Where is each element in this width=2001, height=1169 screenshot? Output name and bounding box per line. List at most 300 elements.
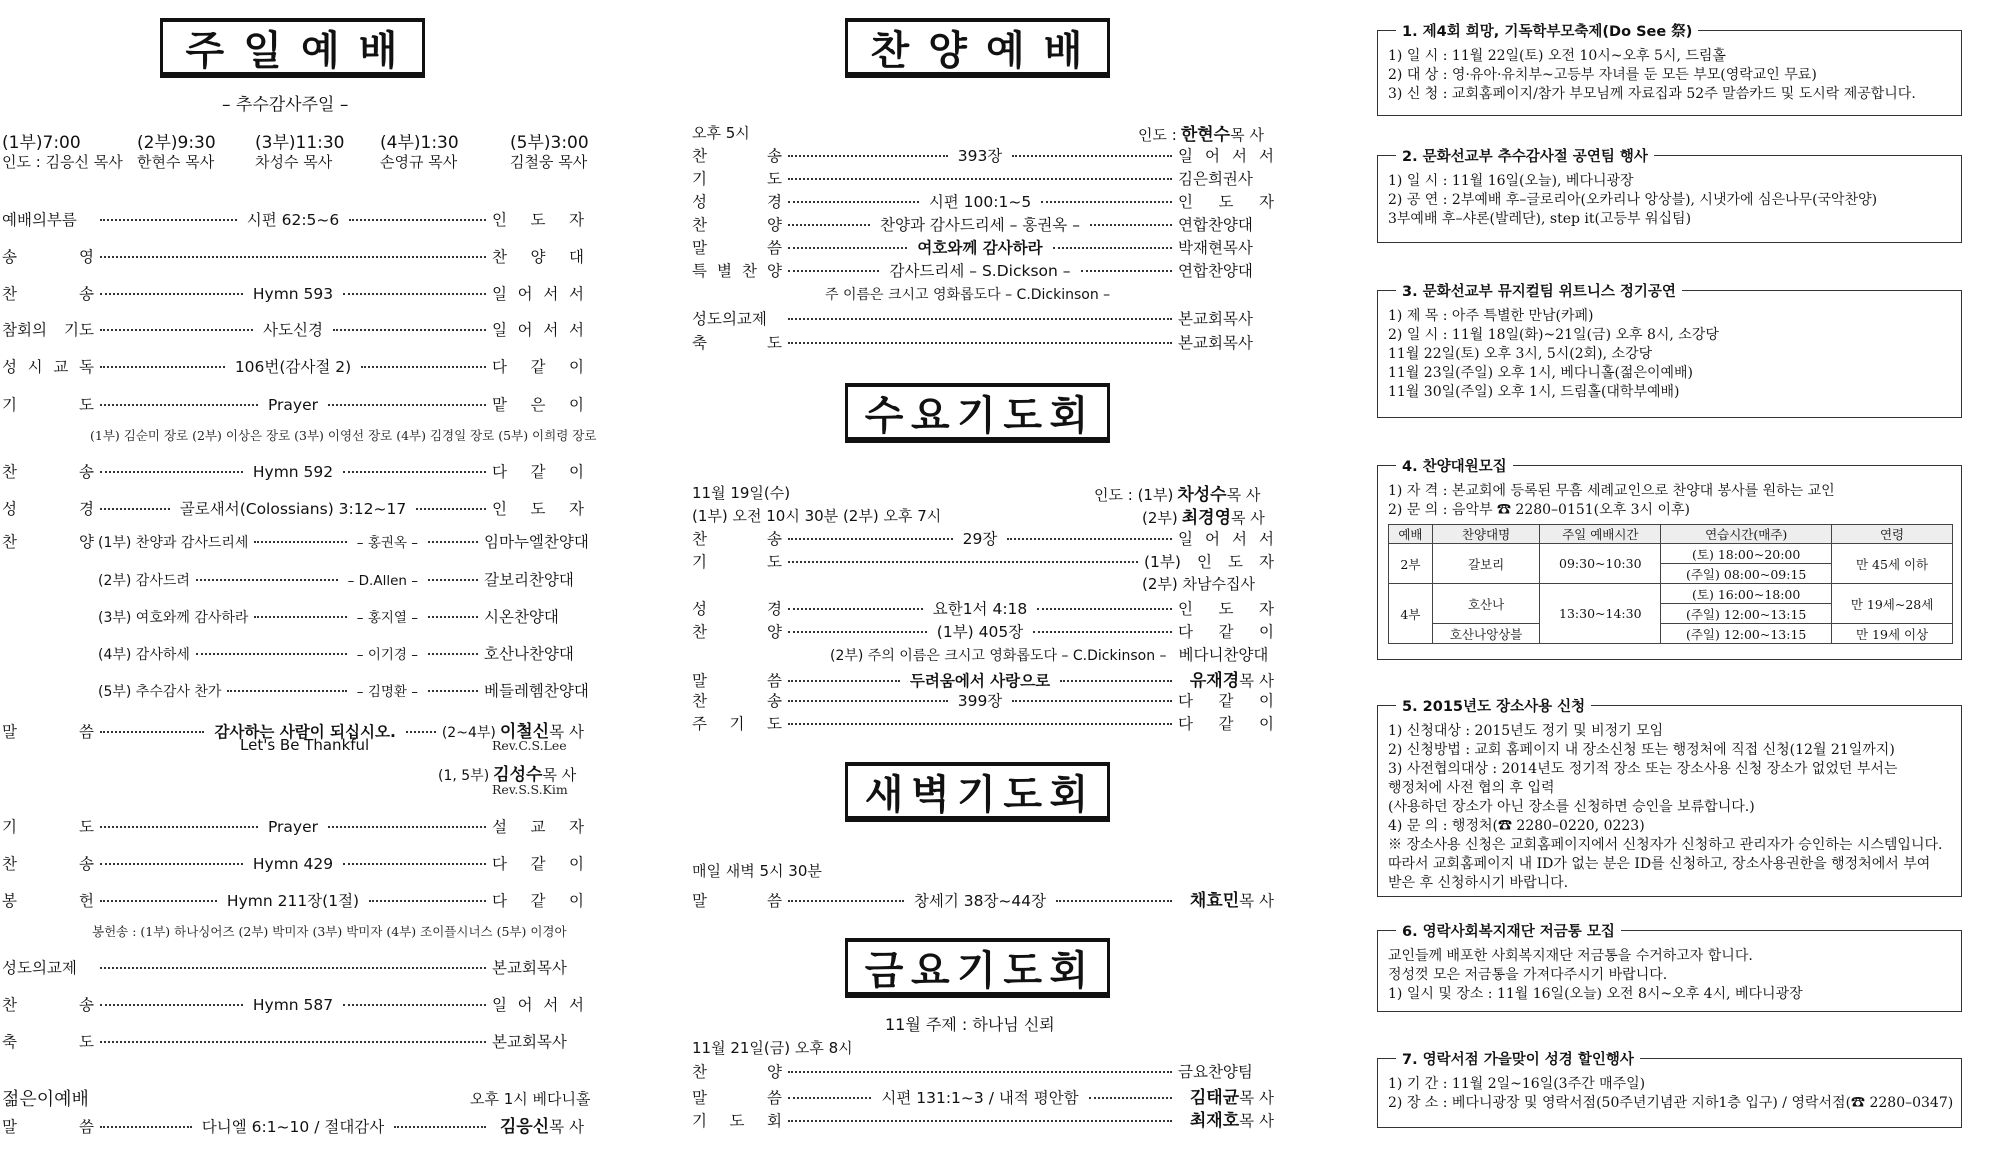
notice-line: 11월 30일(주일) 오후 1시, 드림홀(대학부예배) bbox=[1388, 384, 1680, 400]
table-header: 연습시간(매주) bbox=[1661, 525, 1832, 544]
table-cell: 만 19세~28세 bbox=[1832, 584, 1953, 624]
anthem-title: (1부) 찬양과 감사드리세 bbox=[98, 535, 249, 551]
leader-dots bbox=[100, 1004, 243, 1006]
notice-line: 3) 신 청 : 교회홈페이지/참가 부모님께 자료집과 52주 말씀카드 및 도시락 제공합니다. bbox=[1388, 86, 1916, 102]
leader-dots bbox=[788, 538, 953, 540]
order-label: 성 경 bbox=[692, 193, 782, 211]
table-cell: 13:30~14:30 bbox=[1540, 584, 1661, 644]
anthem-row bbox=[98, 530, 589, 552]
friday-prayer-title bbox=[845, 938, 1110, 998]
order-row bbox=[2, 318, 584, 340]
leader-dots bbox=[100, 508, 170, 510]
order-responsible: 인 도 자 bbox=[492, 500, 585, 518]
leader-dots bbox=[100, 219, 237, 221]
order-responsible: (1부) 인 도 자 bbox=[1144, 553, 1274, 571]
notice-line: 2) 신청방법 : 교회 홈페이지 내 장소신청 또는 행정처에 직접 신청(12월 21일까지) bbox=[1388, 742, 1895, 758]
order-label: 성도의교제 bbox=[2, 959, 77, 977]
preacher-role: 목 사 bbox=[549, 723, 584, 741]
leader-dots bbox=[788, 270, 879, 272]
notice-line: 3) 사전협의대상 : 2014년도 정기적 장소 또는 장소사용 신청 장소가 없었던 부서는 bbox=[1388, 761, 1898, 777]
title-char: 회 bbox=[1049, 392, 1091, 439]
table-cell: 만 19세 이상 bbox=[1832, 624, 1953, 644]
order-row bbox=[692, 167, 1274, 189]
notice-box bbox=[1377, 924, 1962, 1012]
leader-dots bbox=[100, 863, 243, 865]
anthem-choir: 베다니찬양대 bbox=[1178, 646, 1269, 664]
title-char: 기 bbox=[957, 771, 998, 818]
preacher-english-name: Rev.C.S.Lee bbox=[492, 738, 567, 753]
order-responsible: 일 어 서 서 bbox=[1178, 530, 1275, 548]
person-name: 김태균 bbox=[1189, 1088, 1240, 1108]
notice-line: 행정처에 사전 협의 후 입력 bbox=[1388, 780, 1555, 796]
notice-line: (사용하던 장소가 아닌 장소를 신청하면 승인을 보류합니다.) bbox=[1388, 799, 1755, 815]
leader-dots bbox=[788, 561, 1138, 563]
order-responsible: 다 같 이 bbox=[492, 463, 585, 481]
table-header: 예배 bbox=[1389, 525, 1433, 544]
table-row bbox=[1389, 544, 1953, 564]
youth-worship-time: 오후 1시 베다니홀 bbox=[470, 1090, 591, 1108]
notice-line: 11월 23일(주일) 오후 1시, 베다니홀(젊은이예배) bbox=[1388, 365, 1694, 381]
leader-dots bbox=[1007, 538, 1172, 540]
order-row bbox=[692, 886, 1274, 911]
leader-dots bbox=[1089, 1097, 1172, 1099]
notice-box bbox=[1377, 24, 1962, 116]
service-leader: 손영규 목사 bbox=[380, 153, 458, 171]
order-responsible: 설 교 자 bbox=[492, 818, 584, 836]
notice-box bbox=[1377, 1052, 1962, 1128]
preacher-name: 김성수 bbox=[493, 765, 543, 785]
notice-line: 1) 신청대상 : 2015년도 정기 및 비정기 모임 bbox=[1388, 723, 1664, 739]
title-char: 배 bbox=[1043, 27, 1085, 74]
order-responsible: 연합찬양대 bbox=[1178, 216, 1253, 234]
table-cell: 09:30~10:30 bbox=[1540, 544, 1661, 584]
table-cell: (주일) 12:00~13:15 bbox=[1661, 604, 1832, 624]
title-char: 도 bbox=[1003, 947, 1044, 994]
order-responsible: 본교회목사 bbox=[492, 959, 567, 977]
offering-note: 봉헌송 : (1부) 하나싱어즈 (2부) 박미자 (3부) 박미자 (4부) 조이플시너스 (5부) 이경아 bbox=[92, 924, 567, 939]
order-label: 축 도 bbox=[2, 1033, 94, 1051]
leader-dots bbox=[100, 404, 258, 406]
title-char: 예 bbox=[986, 27, 1027, 74]
notice-title: 6. 영락사회복지재단 저금통 모집 bbox=[1396, 920, 1621, 941]
person-role: 목 사 bbox=[1239, 672, 1274, 690]
person-name: 최재호 bbox=[1189, 1111, 1240, 1131]
leader-dots bbox=[100, 967, 486, 969]
order-content: 시편 100:1~5 bbox=[928, 193, 1032, 211]
notice-line: 받은 후 신청하시기 바랍니다. bbox=[1388, 875, 1569, 891]
leader-dots bbox=[788, 723, 1172, 725]
order-row bbox=[2, 460, 584, 482]
order-content: 창세기 38장~44장 bbox=[913, 892, 1047, 910]
order-row bbox=[2, 815, 584, 837]
order-content: 106번(감사절 2) bbox=[234, 358, 352, 376]
order-row bbox=[692, 307, 1274, 329]
title-char: 요 bbox=[910, 392, 952, 439]
order-person bbox=[1178, 1106, 1274, 1131]
order-responsible: 본교회목사 bbox=[1178, 310, 1253, 328]
order-row bbox=[2, 355, 584, 377]
friday-time: 11월 21일(금) 오후 8시 bbox=[692, 1039, 853, 1057]
wednesday-prayer-title bbox=[845, 383, 1110, 443]
title-char: 기 bbox=[957, 392, 998, 439]
preacher-english-name: Rev.S.S.Kim bbox=[492, 782, 568, 797]
leader-dots bbox=[100, 293, 243, 295]
notice-line: 2) 문 의 : 음악부 ☎ 2280–0151(오후 3시 이후) bbox=[1388, 502, 1691, 518]
notice-line: 1) 일 시 : 11월 16일(오늘), 베다니광장 bbox=[1388, 173, 1634, 189]
leader-dots bbox=[394, 1126, 486, 1128]
anthem-row bbox=[98, 568, 584, 590]
notice-box bbox=[1377, 284, 1962, 418]
leader-dots bbox=[196, 653, 347, 655]
order-row bbox=[2, 852, 584, 874]
title-char: 회 bbox=[1049, 947, 1091, 994]
order-content: Prayer bbox=[267, 818, 319, 836]
order-content: 여호와께 감사하라 bbox=[917, 239, 1043, 257]
service-leader: 인도 : 김응신 목사 bbox=[2, 153, 123, 171]
leader-prefix: (2부) bbox=[1142, 509, 1178, 527]
wednesday-anthem-2 bbox=[830, 643, 1274, 665]
table-row bbox=[1389, 624, 1953, 644]
leader-dots bbox=[328, 404, 486, 406]
order-row bbox=[692, 666, 1274, 691]
service-time: (3부)11:30 bbox=[255, 133, 345, 153]
anthem-composer: – 홍지열 – bbox=[356, 610, 418, 626]
order-label: 성 경 bbox=[2, 500, 94, 518]
order-label: 말 씀 bbox=[692, 1089, 782, 1107]
table-header: 찬양대명 bbox=[1432, 525, 1540, 544]
anthem-row bbox=[98, 679, 589, 701]
order-content: 시편 62:5~6 bbox=[246, 211, 340, 229]
order-content: 시편 131:1~3 / 내적 평안함 bbox=[881, 1089, 1079, 1107]
person-name: 유재경 bbox=[1189, 671, 1240, 691]
notice-title: 3. 문화선교부 뮤지컬팀 위트니스 정기공연 bbox=[1396, 280, 1682, 301]
leader-dots bbox=[343, 863, 486, 865]
sermon-title: 감사하는 사람이 되십시오. bbox=[214, 723, 396, 741]
leader-dots bbox=[227, 690, 346, 692]
preacher-name: 이철신 bbox=[499, 722, 550, 742]
notice-line: ※ 장소사용 신청은 교회홈페이지에서 신청자가 신청하고 관리자가 승인하는 시스템입니다. bbox=[1388, 837, 1943, 853]
notice-line: 1) 일 시 : 11월 22일(토) 오전 10시~오후 5시, 드림홀 bbox=[1388, 48, 1726, 64]
table-cell: 만 45세 이하 bbox=[1832, 544, 1953, 584]
anthem-title: (2부) 감사드려 bbox=[98, 573, 190, 589]
notice-title: 1. 제4회 희망, 기독학부모축제(Do See 祭) bbox=[1396, 20, 1698, 41]
order-label: 예배의부름 bbox=[2, 211, 77, 229]
leader-dots bbox=[406, 731, 436, 733]
notice-title: 5. 2015년도 장소사용 신청 bbox=[1396, 695, 1591, 716]
table-header-row bbox=[1389, 525, 1953, 544]
notice-line: 1) 일시 및 장소 : 11월 16일(오늘) 오전 8시~오후 4시, 베다니광장 bbox=[1388, 986, 1803, 1002]
order-content: 두려움에서 사랑으로 bbox=[909, 672, 1051, 690]
person-role: 목 사 bbox=[1239, 892, 1275, 910]
order-responsible: 연합찬양대 bbox=[1178, 262, 1253, 280]
choir-schedule-table bbox=[1388, 524, 1953, 644]
notice-box bbox=[1377, 149, 1962, 243]
order-responsible: 본교회목사 bbox=[492, 1033, 567, 1051]
leader-dots bbox=[428, 541, 478, 543]
notice-title: 7. 영락서점 가을맞이 성경 할인행사 bbox=[1396, 1048, 1640, 1069]
anthem-choir: 갈보리찬양대 bbox=[484, 571, 574, 589]
order-responsible: 다 같 이 bbox=[492, 358, 584, 376]
leader-dots bbox=[788, 224, 870, 226]
order-responsible: 다 같 이 bbox=[1178, 623, 1275, 641]
sermon-part: (2~4부) bbox=[441, 725, 496, 741]
order-row bbox=[692, 331, 1274, 353]
title-char: 금 bbox=[864, 947, 906, 994]
leader-dots bbox=[343, 471, 486, 473]
person-role: 목 사 bbox=[1239, 1089, 1275, 1107]
order-label: 찬 양 bbox=[692, 216, 782, 234]
leader-dots bbox=[1041, 201, 1172, 203]
leader-dots bbox=[1033, 631, 1172, 633]
order-label: 송 영 bbox=[2, 248, 94, 266]
leader-name: 최경영 bbox=[1181, 508, 1232, 528]
order-row bbox=[692, 144, 1274, 166]
leader-dots bbox=[254, 541, 346, 543]
order-row bbox=[2, 393, 584, 415]
leader-dots bbox=[1081, 270, 1172, 272]
leader-prefix: 인도 : bbox=[1138, 126, 1177, 144]
service-leader: 김철웅 목사 bbox=[510, 153, 588, 171]
title-char: 기 bbox=[957, 947, 998, 994]
notice-box bbox=[1377, 699, 1962, 897]
anthem-title: (3부) 여호와께 감사하라 bbox=[98, 610, 249, 626]
table-cell: 호산나 bbox=[1432, 584, 1540, 624]
order-label: 찬 송 bbox=[692, 692, 782, 710]
order-label: 기 도 bbox=[2, 818, 94, 836]
order-row bbox=[692, 1106, 1274, 1131]
leader-dots bbox=[343, 1004, 486, 1006]
service-leader: 한현수 목사 bbox=[137, 153, 215, 171]
anthem-choir: 임마누엘찬양대 bbox=[484, 533, 589, 551]
anthem-choir: 베들레헴찬양대 bbox=[484, 682, 589, 700]
order-label: 찬 송 bbox=[2, 855, 94, 873]
order-label: 축 도 bbox=[692, 334, 782, 352]
notice-line: 교인들께 배포한 사회복지재단 저금통을 수거하고자 합니다. bbox=[1388, 948, 1753, 964]
anthem-row bbox=[98, 642, 584, 664]
service-time: (5부)3:00 bbox=[510, 133, 589, 153]
leader-dots bbox=[428, 579, 478, 581]
leader-dots bbox=[788, 155, 948, 157]
sunday-worship-title bbox=[160, 18, 425, 78]
order-content: Hymn 429 bbox=[252, 855, 334, 873]
leader-dots bbox=[416, 508, 486, 510]
table-header: 주일 예배시간 bbox=[1540, 525, 1661, 544]
order-responsible: 인 도 자 bbox=[1178, 600, 1275, 618]
order-content: 다니엘 6:1~10 / 절대감사 bbox=[201, 1118, 385, 1136]
service-time: (1부)7:00 bbox=[2, 133, 81, 153]
leader-dots bbox=[349, 219, 486, 221]
leader-dots bbox=[788, 1097, 871, 1099]
praise-worship-title bbox=[845, 18, 1110, 78]
table-cell: 4부 bbox=[1389, 584, 1433, 644]
order-content: 사도신경 bbox=[263, 321, 323, 339]
order-content: 29장 bbox=[962, 530, 998, 548]
leader-dots bbox=[328, 826, 486, 828]
person-role: 목 사 bbox=[549, 1118, 585, 1136]
order-row bbox=[692, 527, 1274, 549]
order-content: Hymn 587 bbox=[252, 996, 334, 1014]
order-row bbox=[692, 712, 1274, 734]
service-time: (2부)9:30 bbox=[137, 133, 216, 153]
leader-dots bbox=[788, 201, 919, 203]
wednesday-leader-1 bbox=[1094, 480, 1260, 505]
leader-role: 목 사 bbox=[1226, 486, 1261, 504]
leader-dots bbox=[428, 653, 478, 655]
order-label: 찬 양 bbox=[692, 623, 782, 641]
title-char: 찬 bbox=[870, 27, 912, 74]
anthem-title: (4부) 감사하세 bbox=[98, 647, 190, 663]
leader-dots bbox=[788, 318, 1172, 320]
order-label: 말 씀 bbox=[692, 239, 782, 257]
order-row bbox=[2, 956, 584, 978]
order-content: (1부) 405장 bbox=[936, 623, 1024, 641]
order-responsible: 일 어 서 서 bbox=[492, 321, 584, 339]
order-content: Prayer bbox=[267, 396, 319, 414]
leader-dots bbox=[333, 329, 486, 331]
title-char: 양 bbox=[928, 27, 969, 74]
anthem-choir: 시온찬양대 bbox=[484, 608, 559, 626]
table-header: 연령 bbox=[1832, 525, 1953, 544]
order-responsible: 맡 은 이 bbox=[492, 396, 584, 414]
dawn-time: 매일 새벽 5시 30분 bbox=[692, 862, 822, 880]
order-responsible: 일 어 서 서 bbox=[492, 996, 585, 1014]
person-name: 김응신 bbox=[499, 1117, 550, 1137]
anthem-composer: – D.Allen – bbox=[347, 573, 418, 589]
order-label: 찬 송 bbox=[2, 996, 94, 1014]
order-label: 성 경 bbox=[692, 600, 782, 618]
worship-subtitle: – 추수감사주일 – bbox=[222, 95, 349, 115]
title-char: 주 bbox=[185, 27, 227, 74]
order-row bbox=[692, 689, 1274, 711]
wednesday-leader-2 bbox=[1142, 503, 1265, 528]
order-person bbox=[1178, 886, 1274, 911]
leader-dots bbox=[788, 900, 904, 902]
leader-dots bbox=[788, 680, 900, 682]
title-char: 도 bbox=[1003, 771, 1044, 818]
leader-dots bbox=[369, 900, 486, 902]
notice-line: 2) 공 연 : 2부예배 후–글로리아(오카리나 앙상블), 시냇가에 심은나무(국악찬양) bbox=[1388, 192, 1878, 208]
notice-line: 3부예배 후–샤론(발레단), step it(고등부 워십팀) bbox=[1388, 211, 1692, 227]
table-cell: (토) 18:00~20:00 bbox=[1661, 544, 1832, 564]
leader-dots bbox=[788, 178, 1172, 180]
order-label: 찬 송 bbox=[2, 463, 94, 481]
leader-dots bbox=[100, 1126, 192, 1128]
youth-sermon-row bbox=[2, 1112, 584, 1137]
dawn-prayer-title bbox=[845, 762, 1110, 822]
leader-dots bbox=[788, 247, 907, 249]
notice-line: 4) 문 의 : 행정처(☎ 2280–0220, 0223) bbox=[1388, 818, 1645, 834]
leader-dots bbox=[788, 608, 923, 610]
order-label: 기 도 bbox=[692, 170, 782, 188]
order-person bbox=[1178, 666, 1274, 691]
wednesday-date: 11월 19일(수) bbox=[692, 484, 791, 502]
leader-dots bbox=[1090, 224, 1172, 226]
leader-dots bbox=[343, 293, 486, 295]
leader-dots bbox=[254, 616, 346, 618]
order-responsible: 다 같 이 bbox=[492, 855, 585, 873]
notice-line: 2) 대 상 : 영·유아·유치부~고등부 자녀를 둔 모든 부모(영락교인 무료) bbox=[1388, 67, 1817, 83]
table-cell: (주일) 08:00~09:15 bbox=[1661, 564, 1832, 584]
leader-dots bbox=[1012, 155, 1172, 157]
leader-dots bbox=[100, 826, 258, 828]
order-responsible: 일 어 서 서 bbox=[492, 285, 585, 303]
order-label: 봉 헌 bbox=[2, 892, 94, 910]
order-label: 말 씀 bbox=[2, 1118, 94, 1136]
praise-time: 오후 5시 bbox=[692, 124, 750, 142]
sermon-part: (1, 5부) bbox=[438, 768, 490, 784]
leader-dots bbox=[100, 731, 204, 733]
notice-line: 정성껏 모은 저금통을 가져다주시기 바랍니다. bbox=[1388, 967, 1668, 983]
anthem-choir: 호산나찬양대 bbox=[484, 645, 574, 663]
table-cell: (토) 16:00~18:00 bbox=[1661, 584, 1832, 604]
title-char: 요 bbox=[910, 947, 952, 994]
service-time: (4부)1:30 bbox=[380, 133, 459, 153]
order-row bbox=[692, 620, 1274, 642]
order-responsible: 김은희권사 bbox=[1178, 170, 1253, 188]
title-char: 예 bbox=[301, 27, 342, 74]
anthem-title: (2부) 주의 이름은 크시고 영화롭도다 – C.Dickinson – bbox=[830, 648, 1167, 664]
preacher-role: 목 사 bbox=[542, 766, 577, 784]
order-row bbox=[692, 550, 1274, 572]
leader-dots bbox=[100, 329, 253, 331]
table-row bbox=[1389, 584, 1953, 604]
order-label: 찬 송 bbox=[692, 147, 782, 165]
order-row bbox=[692, 190, 1274, 212]
order-responsible: 다 같 이 bbox=[492, 892, 585, 910]
notice-line: 11월 22일(토) 오후 3시, 5시(2회), 소강당 bbox=[1388, 346, 1653, 362]
order-row bbox=[2, 245, 584, 267]
notice-line: 따라서 교회홈페이지 내 ID가 없는 분은 ID를 신청하고, 장소사용권한을 행정처에서 부여 bbox=[1388, 856, 1931, 872]
wednesday-times: (1부) 오전 10시 30분 (2부) 오후 7시 bbox=[692, 507, 942, 525]
order-label: 말 씀 bbox=[692, 672, 782, 690]
anthem-label: 찬 양 bbox=[2, 533, 94, 551]
order-responsible: 본교회목사 bbox=[1178, 334, 1253, 352]
table-cell: 갈보리 bbox=[1432, 544, 1540, 584]
youth-worship-title: 젊은이예배 bbox=[2, 1089, 89, 1110]
notice-line: 2) 장 소 : 베다니광장 및 영락서점(50주년기념관 지하1층 입구) / 영락서점(☎ 2280–0347) bbox=[1388, 1095, 1954, 1111]
leader-name: 한현수 bbox=[1180, 125, 1231, 145]
anthem-title: (5부) 추수감사 찬가 bbox=[98, 684, 222, 700]
order-responsible: 다 같 이 bbox=[1178, 692, 1274, 710]
notice-title: 4. 찬양대원모집 bbox=[1396, 455, 1513, 476]
leader-dots bbox=[100, 471, 243, 473]
leader-dots bbox=[100, 900, 217, 902]
person-role: 목 사 bbox=[1239, 1112, 1274, 1130]
leader-prefix: 인도 : (1부) bbox=[1094, 486, 1174, 504]
leader-dots bbox=[428, 690, 478, 692]
order-label: 찬 송 bbox=[2, 285, 94, 303]
order-content: 393장 bbox=[957, 147, 1003, 165]
title-char: 수 bbox=[864, 392, 906, 439]
order-content: Hymn 211장(1절) bbox=[226, 892, 360, 910]
table-cell: (주일) 12:00~13:15 bbox=[1661, 624, 1832, 644]
order-content: Hymn 592 bbox=[252, 463, 334, 481]
title-char: 새 bbox=[864, 771, 906, 818]
order-label: 특 별 찬 양 bbox=[692, 262, 782, 280]
friday-theme: 11월 주제 : 하나님 신뢰 bbox=[885, 1015, 1055, 1034]
table-cell: 호산나앙상블 bbox=[1432, 624, 1540, 644]
order-content: 요한1서 4:18 bbox=[932, 600, 1028, 618]
prayer-note: (1부) 김순미 장로 (2부) 이상은 장로 (3부) 이영선 장로 (4부) 김경일 장로 (5부) 이희령 장로 bbox=[90, 428, 597, 443]
order-row bbox=[692, 213, 1274, 235]
order-row bbox=[692, 1060, 1274, 1082]
notice-title: 2. 문화선교부 추수감사절 공연팀 행사 bbox=[1396, 145, 1654, 166]
order-label: 주 기 도 bbox=[692, 715, 782, 733]
order-responsible: 박재현목사 bbox=[1178, 239, 1253, 257]
leader-dots bbox=[428, 616, 478, 618]
order-responsible: 다 같 이 bbox=[1178, 715, 1274, 733]
title-char: 일 bbox=[243, 27, 284, 74]
